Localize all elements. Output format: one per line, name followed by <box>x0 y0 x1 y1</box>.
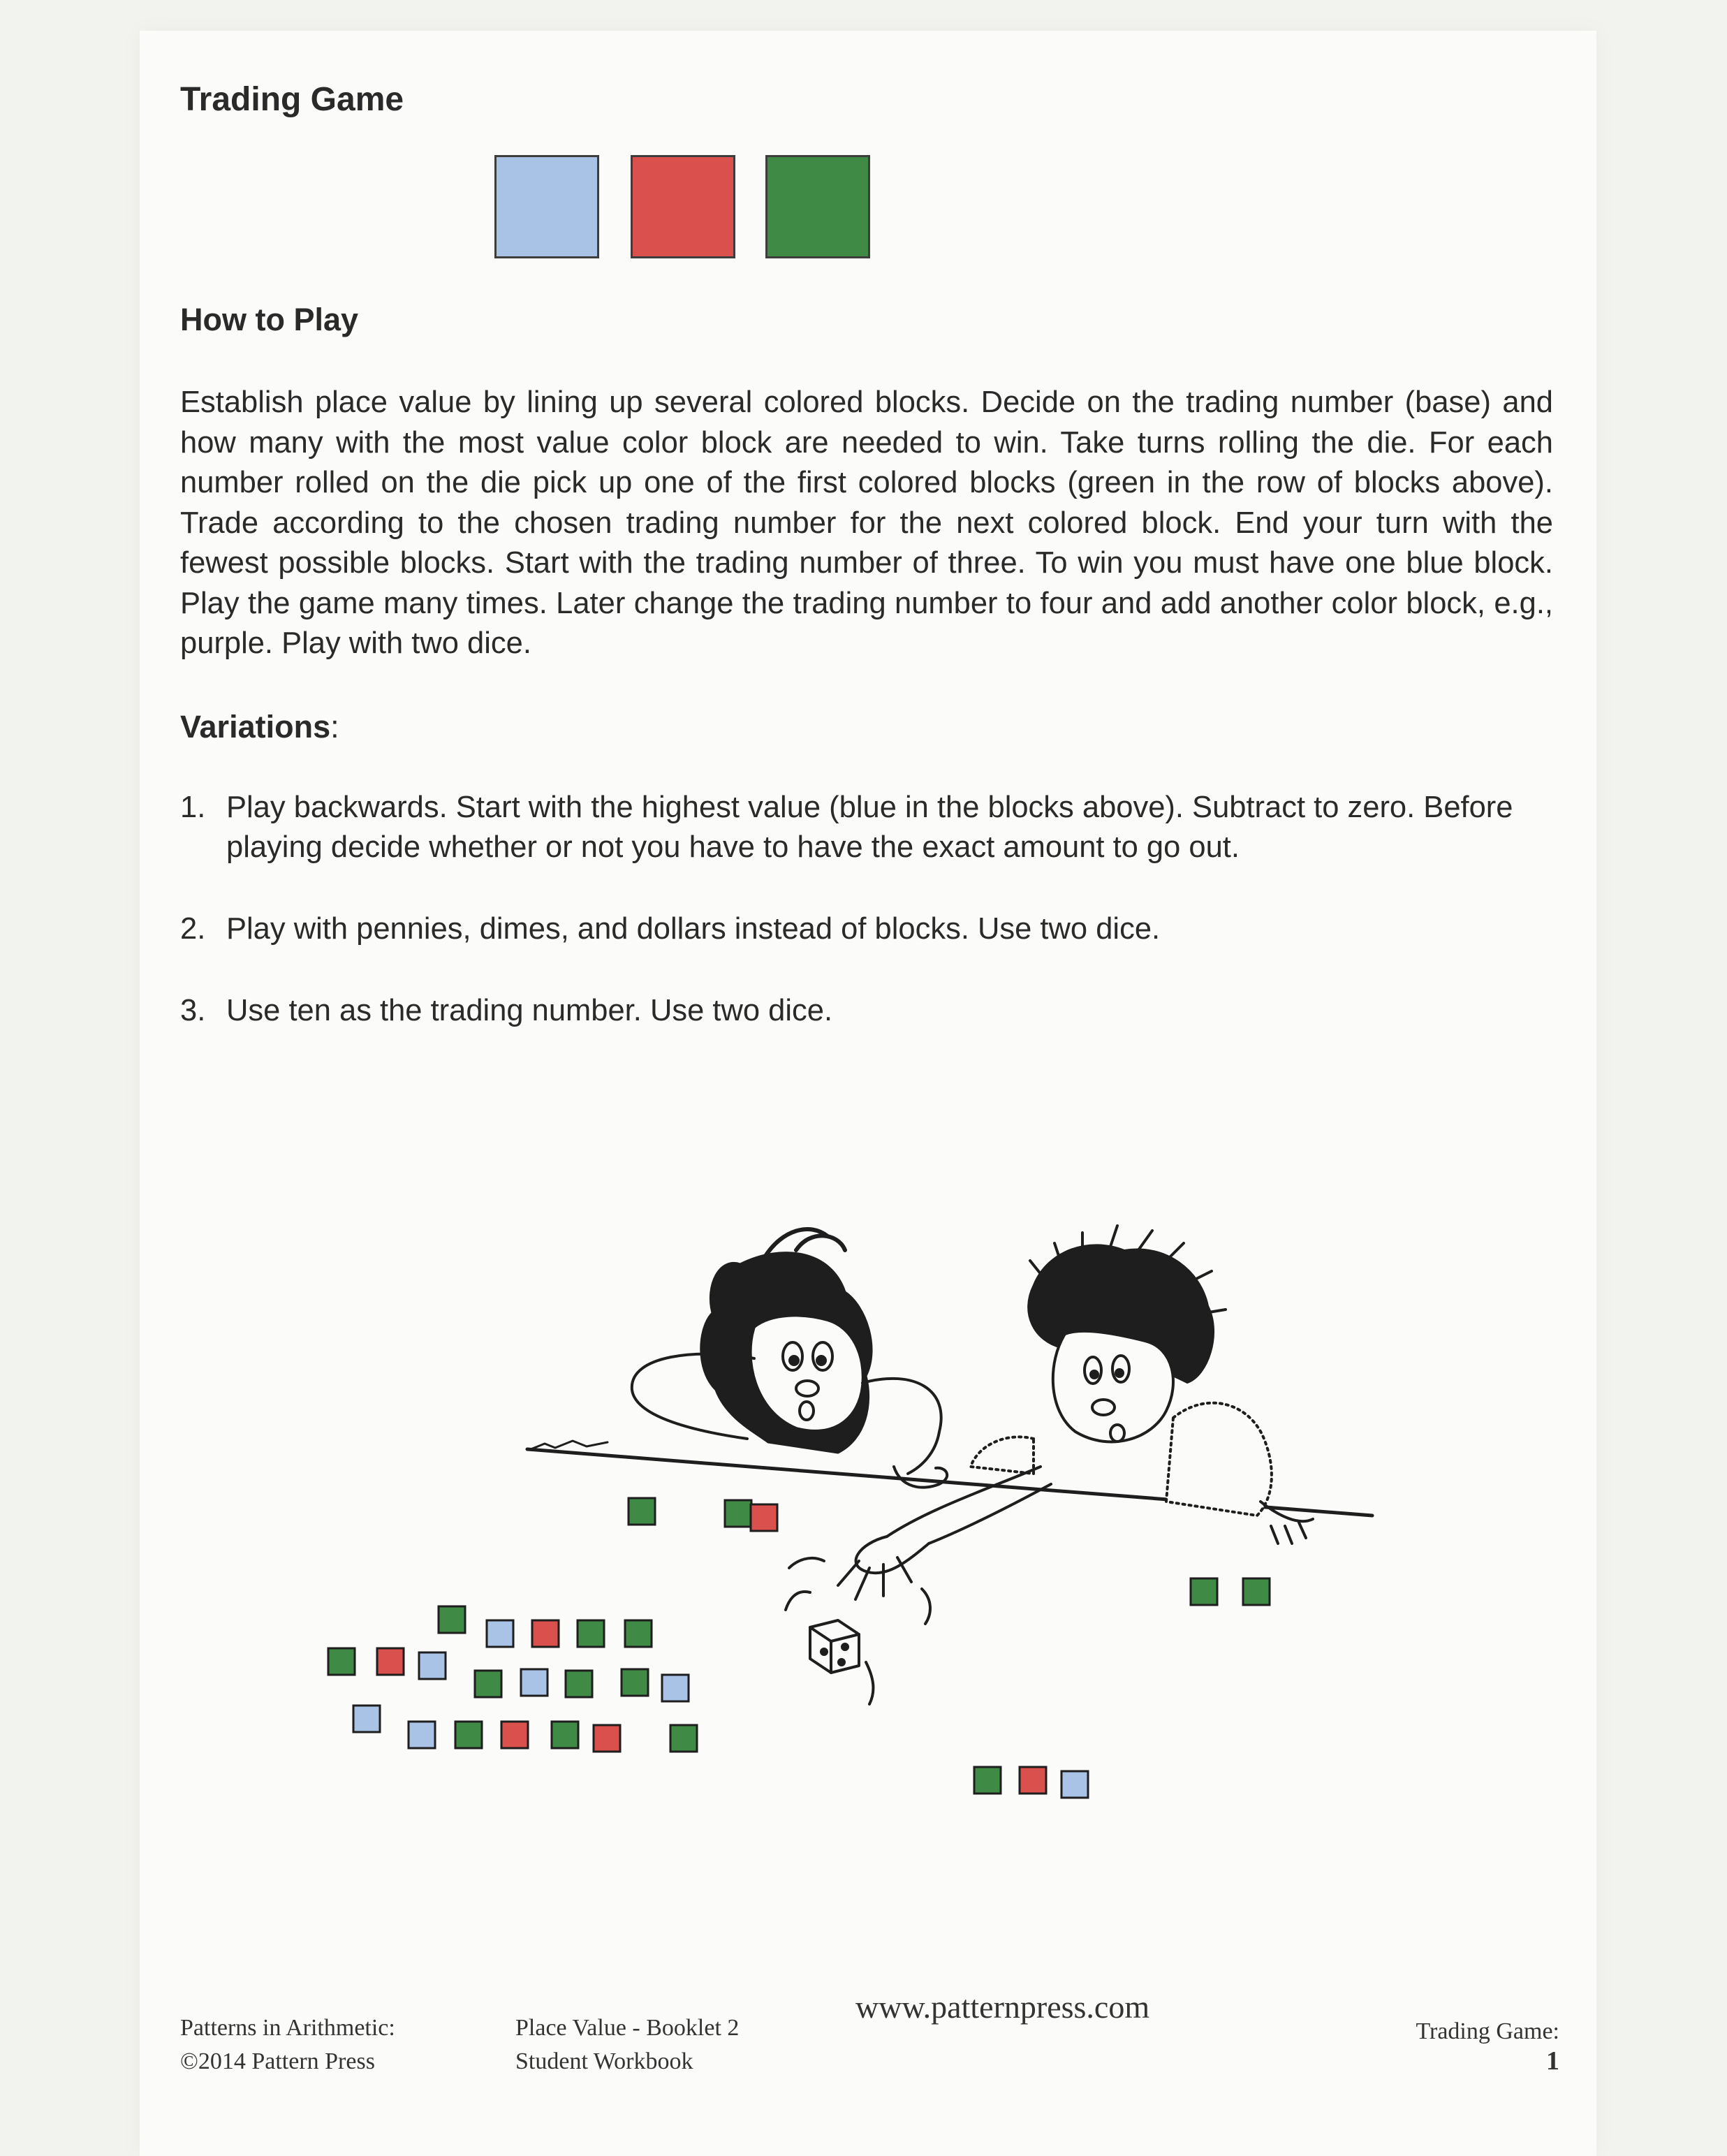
green-block-swatch <box>765 155 870 258</box>
green-block <box>625 1620 652 1647</box>
red-block <box>751 1504 777 1531</box>
green-block <box>670 1725 697 1752</box>
footer-copyright: ©2014 Pattern Press <box>180 2048 375 2074</box>
colored-blocks <box>328 1498 1270 1798</box>
variation-text: Use ten as the trading number. Use two dice. <box>226 994 833 1027</box>
green-block <box>974 1767 1001 1794</box>
variations-heading-line <box>180 709 339 745</box>
green-block <box>475 1671 501 1697</box>
red-block <box>377 1648 404 1675</box>
children-playing-illustration <box>307 1208 1397 1837</box>
variation-text: Play backwards. Start with the highest value (blue in the blocks above). Subtract to zero. Before playing decide whether or not you have to have the exact amount to go out. <box>226 791 1513 864</box>
variation-number: 1. <box>180 791 206 824</box>
variation-item <box>180 788 1556 867</box>
blue-block <box>409 1722 435 1748</box>
footer-booklet: Place Value - Booklet 2 <box>515 2015 740 2041</box>
green-block <box>622 1669 648 1696</box>
document-page <box>140 31 1596 2156</box>
blue-block <box>1061 1771 1088 1798</box>
variation-item <box>180 991 1556 1031</box>
green-block <box>629 1498 655 1525</box>
blue-block <box>521 1669 548 1696</box>
variation-item <box>180 909 1556 949</box>
green-block <box>1243 1578 1270 1605</box>
blue-block <box>662 1675 689 1701</box>
how-to-play-text: Establish place value by lining up several colored blocks. Decide on the trading number (base) and how many with the most value color block are needed to win. Take turns rolling the die. For each number rolled on the die pick up one of the first colored blocks (green in the row of blocks above). Trade according to the chosen trading number for the next colored block. End your turn with the fewest possible blocks. Start with the trading number of three. To win you must have one blue block. Play the game many times. Later change the trading number to four and add another color block, e.g., purple. Play with two dice. <box>180 386 1553 660</box>
red-block-swatch <box>631 155 735 258</box>
red-block <box>594 1725 620 1752</box>
green-block <box>725 1500 751 1527</box>
variations-colon: : <box>330 709 339 745</box>
footer-right <box>1416 2017 1559 2076</box>
footer-url: www.patternpress.com <box>855 1989 1150 2025</box>
red-block <box>501 1722 528 1748</box>
red-block <box>532 1620 559 1647</box>
blue-block-swatch <box>494 155 599 258</box>
green-block <box>1191 1578 1217 1605</box>
boy-figure <box>786 1226 1313 1704</box>
page-number: 1 <box>1546 2046 1559 2076</box>
how-to-play-heading: How to Play <box>180 302 359 337</box>
footer-section: Trading Game: <box>1416 2018 1559 2044</box>
green-block <box>455 1722 482 1748</box>
variation-number: 2. <box>180 912 206 946</box>
footer-workbook: Student Workbook <box>515 2048 693 2074</box>
blue-block <box>419 1652 446 1679</box>
green-block <box>328 1648 355 1675</box>
blue-block <box>487 1620 513 1647</box>
green-block <box>566 1671 592 1697</box>
footer-series: Patterns in Arithmetic: <box>180 2015 395 2041</box>
green-block <box>578 1620 604 1647</box>
footer-left <box>180 2011 739 2078</box>
variation-text: Play with pennies, dimes, and dollars instead of blocks. Use two dice. <box>226 912 1161 946</box>
variations-heading: Variations <box>180 709 331 745</box>
green-block <box>439 1606 465 1633</box>
variation-number: 3. <box>180 994 206 1027</box>
girl-figure <box>632 1229 947 1488</box>
red-block <box>1020 1767 1046 1794</box>
die-icon <box>810 1620 859 1673</box>
blue-block <box>353 1706 380 1732</box>
variations-list <box>180 788 1556 1031</box>
green-block <box>552 1722 578 1748</box>
page-title: Trading Game <box>180 81 404 118</box>
